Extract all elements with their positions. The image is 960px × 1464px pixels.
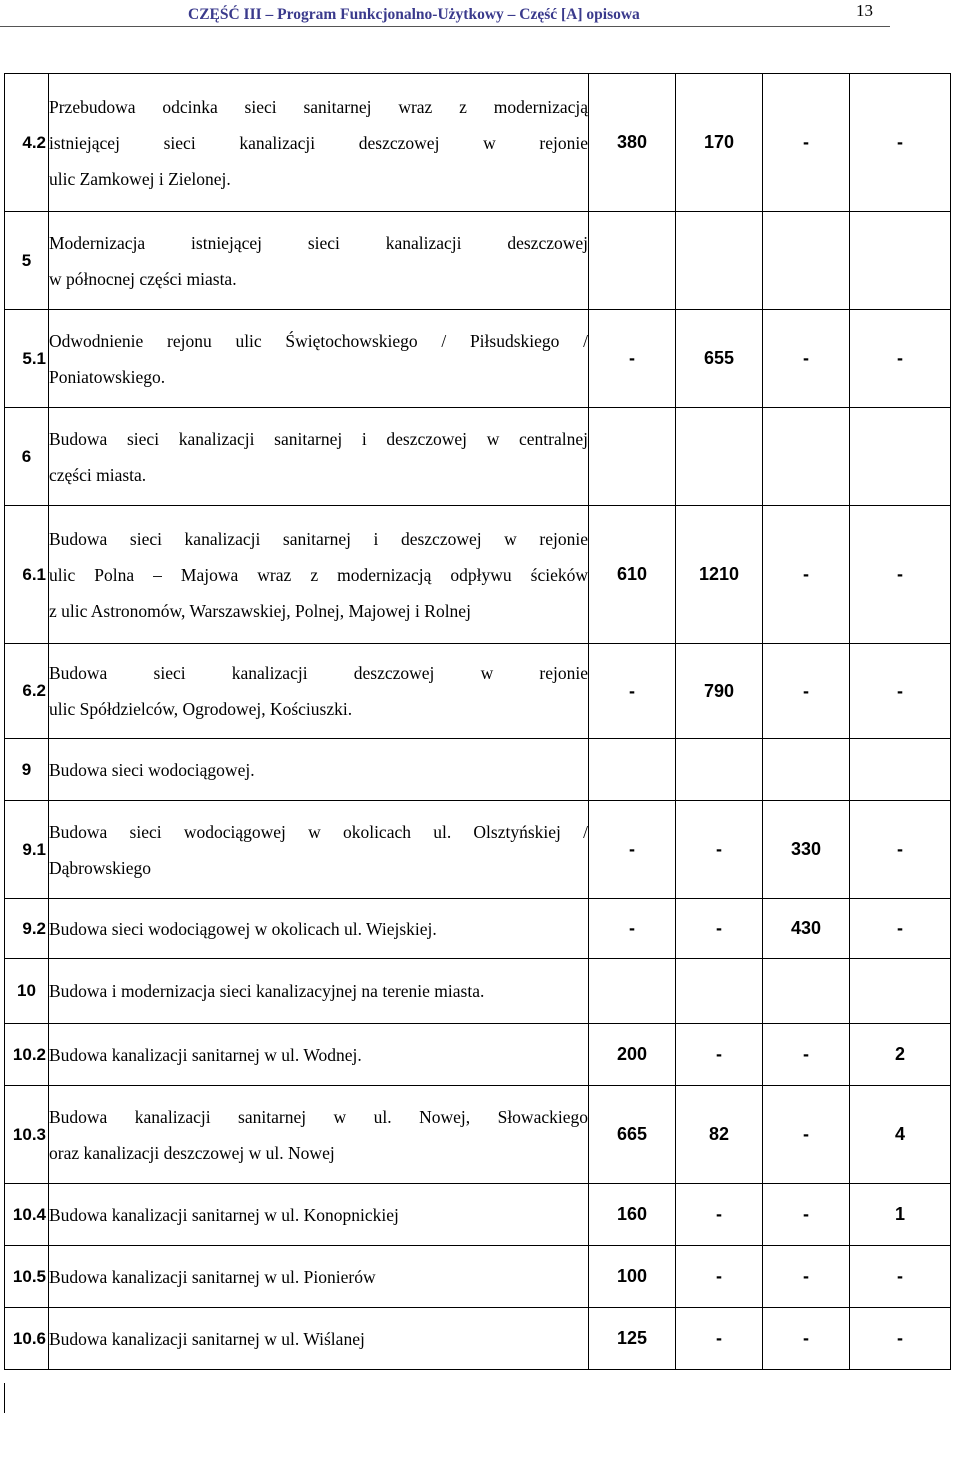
row-description: Budowa kanalizacji sanitarnej w ul. Wiślanej (49, 1308, 589, 1370)
value-col-4: 1 (850, 1184, 951, 1246)
page-number: 13 (856, 1, 873, 20)
row-description: Budowa i modernizacja sieci kanalizacyjnej na terenie miasta. (49, 959, 589, 1024)
row-number: 10.3 (5, 1086, 49, 1184)
table-row (5, 801, 951, 899)
row-number: 5 (5, 212, 49, 310)
value-col-3: - (763, 1246, 850, 1308)
row-description: Odwodnienie rejonu ulic Świętochowskiego / Piłsudskiego / Poniatowskiego. (49, 310, 589, 408)
row-description: Budowa sieci kanalizacji sanitarnej i deszczowej w centralnej części miasta. (49, 408, 589, 506)
table-row (5, 644, 951, 739)
row-number: 10 (5, 959, 49, 1024)
row-number: 9.2 (5, 899, 49, 959)
table-row (5, 1024, 951, 1086)
value-col-2: 655 (676, 310, 763, 408)
row-number: 5.1 (5, 310, 49, 408)
value-col-2 (676, 739, 763, 801)
value-col-3: - (763, 506, 850, 644)
value-col-1: 125 (589, 1308, 676, 1370)
table-row (5, 899, 951, 959)
table-row (5, 74, 951, 212)
value-col-4 (850, 408, 951, 506)
row-number: 9 (5, 739, 49, 801)
value-col-1: 665 (589, 1086, 676, 1184)
value-col-1: 160 (589, 1184, 676, 1246)
row-description: Budowa sieci wodociągowej. (49, 739, 589, 801)
value-col-1 (589, 959, 676, 1024)
value-col-4: - (850, 1246, 951, 1308)
investment-table (4, 73, 951, 1370)
row-number: 9.1 (5, 801, 49, 899)
value-col-3: 430 (763, 899, 850, 959)
page-header (0, 0, 890, 28)
value-col-1: 100 (589, 1246, 676, 1308)
value-col-2 (676, 959, 763, 1024)
value-col-4: - (850, 801, 951, 899)
document-title: CZĘŚĆ III – Program Funkcjonalno-Użytkowy – Część [A] opisowa (188, 6, 640, 23)
value-col-4: - (850, 644, 951, 739)
table-row (5, 506, 951, 644)
table-row (5, 1308, 951, 1370)
table-row (5, 1246, 951, 1308)
value-col-4: - (850, 506, 951, 644)
value-col-1: 200 (589, 1024, 676, 1086)
value-col-3 (763, 408, 850, 506)
value-col-3: - (763, 310, 850, 408)
value-col-4: 2 (850, 1024, 951, 1086)
row-description: Budowa sieci kanalizacji deszczowej w rejonie ulic Spółdzielców, Ogrodowej, Kościuszki. (49, 644, 589, 739)
row-description: Budowa sieci wodociągowej w okolicach ul. Olsztyńskiej / Dąbrowskiego (49, 801, 589, 899)
row-number: 10.4 (5, 1184, 49, 1246)
value-col-2: 170 (676, 74, 763, 212)
value-col-3: - (763, 74, 850, 212)
table-row (5, 408, 951, 506)
table-row (5, 1086, 951, 1184)
table-row (5, 739, 951, 801)
value-col-4: - (850, 74, 951, 212)
value-col-4: - (850, 1308, 951, 1370)
value-col-4 (850, 959, 951, 1024)
value-col-2: - (676, 1308, 763, 1370)
value-col-3: - (763, 644, 850, 739)
row-description: Budowa kanalizacji sanitarnej w ul. Nowej, Słowackiego oraz kanalizacji deszczowej w ul. Nowej (49, 1086, 589, 1184)
value-col-3: - (763, 1086, 850, 1184)
value-col-2 (676, 212, 763, 310)
value-col-3 (763, 212, 850, 310)
value-col-1: 380 (589, 74, 676, 212)
row-number: 6.1 (5, 506, 49, 644)
row-description: Budowa kanalizacji sanitarnej w ul. Wodnej. (49, 1024, 589, 1086)
value-col-4 (850, 739, 951, 801)
value-col-1: - (589, 899, 676, 959)
value-col-4: - (850, 310, 951, 408)
value-col-2 (676, 408, 763, 506)
row-number: 6 (5, 408, 49, 506)
row-number: 10.2 (5, 1024, 49, 1086)
table-row (5, 959, 951, 1024)
value-col-2: - (676, 801, 763, 899)
value-col-4: - (850, 899, 951, 959)
row-description: Budowa sieci wodociągowej w okolicach ul. Wiejskiej. (49, 899, 589, 959)
row-description: Modernizacja istniejącej sieci kanalizacji deszczowej w północnej części miasta. (49, 212, 589, 310)
value-col-3 (763, 959, 850, 1024)
value-col-3 (763, 739, 850, 801)
value-col-2: 790 (676, 644, 763, 739)
value-col-1: - (589, 644, 676, 739)
table-row (5, 310, 951, 408)
header-divider (0, 26, 890, 27)
value-col-3: - (763, 1184, 850, 1246)
value-col-1: - (589, 801, 676, 899)
value-col-1 (589, 408, 676, 506)
row-description: Przebudowa odcinka sieci sanitarnej wraz z modernizacją istniejącej sieci kanalizacji deszczowej w rejonie ulic Zamkowej i Zielonej. (49, 74, 589, 212)
row-number: 10.5 (5, 1246, 49, 1308)
table-row (5, 1184, 951, 1246)
row-description: Budowa kanalizacji sanitarnej w ul. Pionierów (49, 1246, 589, 1308)
table-continuation-line (4, 1383, 5, 1413)
value-col-1: - (589, 310, 676, 408)
value-col-3: - (763, 1024, 850, 1086)
row-description: Budowa kanalizacji sanitarnej w ul. Konopnickiej (49, 1184, 589, 1246)
value-col-2: - (676, 1184, 763, 1246)
value-col-1 (589, 212, 676, 310)
table-row (5, 212, 951, 310)
value-col-3: - (763, 1308, 850, 1370)
value-col-2: - (676, 899, 763, 959)
row-description: Budowa sieci kanalizacji sanitarnej i deszczowej w rejonie ulic Polna – Majowa wraz z modernizacją odpływu ścieków z ulic Astronomów, Warszawskiej, Polnej, Majowej i Rolnej (49, 506, 589, 644)
value-col-3: 330 (763, 801, 850, 899)
value-col-4: 4 (850, 1086, 951, 1184)
value-col-1: 610 (589, 506, 676, 644)
row-number: 10.6 (5, 1308, 49, 1370)
value-col-1 (589, 739, 676, 801)
value-col-2: 1210 (676, 506, 763, 644)
value-col-2: - (676, 1246, 763, 1308)
value-col-4 (850, 212, 951, 310)
value-col-2: 82 (676, 1086, 763, 1184)
row-number: 6.2 (5, 644, 49, 739)
row-number: 4.2 (5, 74, 49, 212)
value-col-2: - (676, 1024, 763, 1086)
